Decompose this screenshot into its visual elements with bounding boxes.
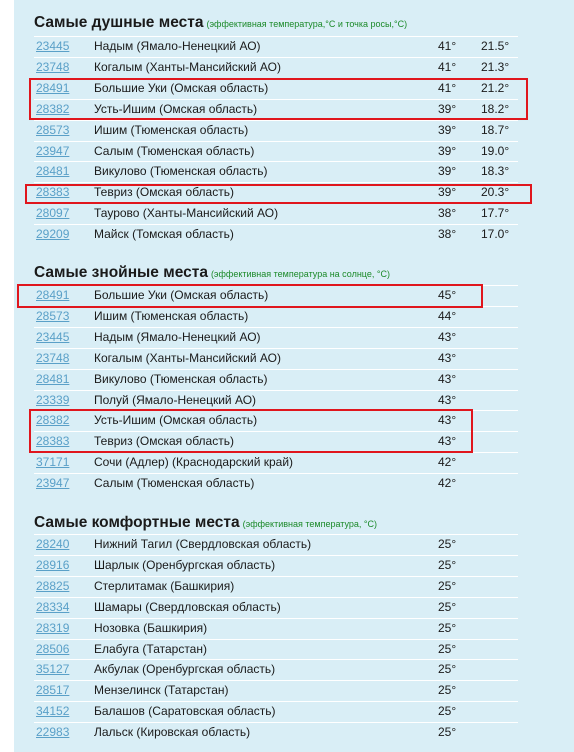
- place-name: Полуй (Ямало-Ненецкий АО): [94, 392, 257, 407]
- effective-temperature: 25°: [438, 620, 457, 635]
- station-code-link[interactable]: 28382: [36, 101, 70, 116]
- row-divider: [34, 597, 518, 598]
- row-divider: [34, 141, 518, 142]
- table-row: [14, 534, 574, 554]
- station-code-link[interactable]: 28517: [36, 683, 70, 698]
- highlight-box: [29, 78, 528, 120]
- station-code-link[interactable]: 23947: [36, 143, 70, 158]
- station-code-link[interactable]: 28916: [36, 557, 70, 572]
- dew-point: 18.3°: [481, 164, 510, 179]
- row-divider: [34, 327, 518, 328]
- station-code-link[interactable]: 28383: [36, 185, 70, 200]
- effective-temperature: 38°: [438, 206, 457, 221]
- effective-temperature: 39°: [438, 164, 457, 179]
- effective-temperature: 39°: [438, 143, 457, 158]
- table-row: [14, 327, 574, 347]
- station-code-link[interactable]: 28573: [36, 308, 70, 323]
- station-code-link[interactable]: 22983: [36, 725, 70, 740]
- table-row: [14, 348, 574, 368]
- place-name: Викулово (Тюменская область): [94, 164, 268, 179]
- row-divider: [34, 659, 518, 660]
- section-heading: Самые знойные места: [34, 264, 208, 281]
- station-code-link[interactable]: 23339: [36, 392, 70, 407]
- section-subtitle: (эффективная температура,°С и точка росы,°С): [206, 19, 408, 29]
- station-code-link[interactable]: 28481: [36, 164, 70, 179]
- place-name: Ишим (Тюменская область): [94, 308, 249, 323]
- row-divider: [34, 639, 518, 640]
- place-name: Елабуга (Татарстан): [94, 641, 207, 656]
- table-row: [14, 452, 574, 472]
- section-heading: Самые душные места: [34, 14, 204, 31]
- table-row: [14, 306, 574, 326]
- effective-temperature: 44°: [438, 308, 457, 323]
- effective-temperature: 25°: [438, 725, 457, 740]
- station-code-link[interactable]: 28240: [36, 537, 70, 551]
- place-name: Майск (Томская область): [94, 227, 234, 242]
- effective-temperature: 43°: [438, 434, 457, 449]
- row-divider: [34, 722, 518, 723]
- table-row: [14, 576, 574, 596]
- highlight-box: [29, 409, 473, 453]
- table-row: [14, 597, 574, 617]
- place-name: Надым (Ямало-Ненецкий АО): [94, 39, 261, 53]
- station-code-link[interactable]: 23947: [36, 476, 70, 491]
- section-title-stuffy: [34, 14, 407, 34]
- section-subtitle: (эффективная температура на солнце, °С): [210, 269, 390, 279]
- station-code-link[interactable]: 28097: [36, 206, 70, 221]
- place-name: Когалым (Ханты-Мансийский АО): [94, 59, 281, 74]
- dew-point: 18.2°: [481, 101, 510, 116]
- table-row: [14, 141, 574, 161]
- table-row: [14, 203, 574, 223]
- effective-temperature: 25°: [438, 704, 457, 719]
- effective-temperature: 43°: [438, 392, 457, 407]
- table-row: [14, 36, 574, 56]
- station-code-link[interactable]: 28573: [36, 122, 70, 137]
- station-code-link[interactable]: 28382: [36, 413, 70, 428]
- effective-temperature: 42°: [438, 455, 457, 470]
- row-divider: [34, 348, 518, 349]
- place-name: Усть-Ишим (Омская область): [94, 413, 258, 428]
- station-code-link[interactable]: 28319: [36, 620, 70, 635]
- row-divider: [34, 36, 518, 37]
- station-code-link[interactable]: 29209: [36, 227, 70, 242]
- row-divider: [34, 534, 518, 535]
- table-row: [14, 618, 574, 638]
- dew-point: 19.0°: [481, 143, 510, 158]
- table-row: [14, 57, 574, 77]
- effective-temperature: 39°: [438, 122, 457, 137]
- effective-temperature: 43°: [438, 350, 457, 365]
- effective-temperature: 25°: [438, 537, 457, 551]
- table-row: [14, 369, 574, 389]
- effective-temperature: 25°: [438, 662, 457, 677]
- place-name: Стерлитамак (Башкирия): [94, 578, 235, 593]
- place-name: Ишим (Тюменская область): [94, 122, 249, 137]
- row-divider: [34, 57, 518, 58]
- station-code-link[interactable]: 28481: [36, 371, 70, 386]
- effective-temperature: 25°: [438, 641, 457, 656]
- effective-temperature: 43°: [438, 371, 457, 386]
- place-name: Усть-Ишим (Омская область): [94, 101, 258, 116]
- place-name: Салым (Тюменская область): [94, 143, 255, 158]
- row-divider: [34, 369, 518, 370]
- station-code-link[interactable]: 37171: [36, 455, 70, 470]
- row-divider: [34, 555, 518, 556]
- place-name: Шарлык (Оренбургская область): [94, 557, 276, 572]
- table-row: [14, 722, 574, 742]
- section-title-comfortable: [34, 514, 377, 534]
- station-code-link[interactable]: 28825: [36, 578, 70, 593]
- section-heading: Самые комфортные места: [34, 514, 240, 531]
- station-code-link[interactable]: 23445: [36, 329, 70, 344]
- effective-temperature: 41°: [438, 59, 457, 74]
- effective-temperature: 25°: [438, 683, 457, 698]
- effective-temperature: 45°: [438, 288, 457, 302]
- place-name: Большие Уки (Омская область): [94, 80, 269, 95]
- effective-temperature: 25°: [438, 557, 457, 572]
- row-divider: [34, 618, 518, 619]
- dew-point: 21.2°: [481, 80, 510, 95]
- effective-temperature: 43°: [438, 329, 457, 344]
- row-divider: [34, 473, 518, 474]
- place-name: Сочи (Адлер) (Краснодарский край): [94, 455, 294, 470]
- station-code-link[interactable]: 23748: [36, 350, 70, 365]
- effective-temperature: 25°: [438, 599, 457, 614]
- table-row: [14, 473, 574, 493]
- station-code-link[interactable]: 34152: [36, 704, 70, 719]
- place-name: Салым (Тюменская область): [94, 476, 255, 491]
- place-name: Тевриз (Омская область): [94, 185, 234, 200]
- dew-point: 17.0°: [481, 227, 510, 242]
- dew-point: 17.7°: [481, 206, 510, 221]
- place-name: Викулово (Тюменская область): [94, 371, 268, 386]
- table-row: [14, 224, 574, 244]
- station-code-link[interactable]: 28334: [36, 599, 70, 614]
- row-divider: [34, 390, 518, 391]
- section-subtitle: (эффективная температура, °С): [242, 519, 377, 529]
- table-row: [14, 120, 574, 140]
- table-row: [14, 701, 574, 721]
- row-divider: [34, 224, 518, 225]
- station-code-link[interactable]: 35127: [36, 662, 70, 677]
- effective-temperature: 39°: [438, 101, 457, 116]
- effective-temperature: 41°: [438, 39, 457, 53]
- station-code-link[interactable]: 28491: [36, 288, 70, 302]
- place-name: Мензелинск (Татарстан): [94, 683, 229, 698]
- table-row: [14, 161, 574, 181]
- highlight-box: [17, 284, 483, 308]
- place-name: Таурово (Ханты-Мансийский АО): [94, 206, 279, 221]
- place-name: Нижний Тагил (Свердловская область): [94, 537, 312, 551]
- place-name: Акбулак (Оренбургская область): [94, 662, 276, 677]
- place-name: Когалым (Ханты-Мансийский АО): [94, 350, 281, 365]
- station-code-link[interactable]: 28383: [36, 434, 70, 449]
- table-row: [14, 639, 574, 659]
- effective-temperature: 25°: [438, 578, 457, 593]
- station-code-link[interactable]: 28506: [36, 641, 70, 656]
- highlight-box: [25, 184, 532, 204]
- section-title-hot: [34, 264, 390, 284]
- effective-temperature: 38°: [438, 227, 457, 242]
- place-name: Надым (Ямало-Ненецкий АО): [94, 329, 261, 344]
- station-code-link[interactable]: 23748: [36, 59, 70, 74]
- effective-temperature: 41°: [438, 80, 457, 95]
- station-code-link[interactable]: 28491: [36, 80, 70, 95]
- row-divider: [34, 576, 518, 577]
- dew-point: 18.7°: [481, 122, 510, 137]
- row-divider: [34, 161, 518, 162]
- table-row: [14, 390, 574, 410]
- row-divider: [34, 680, 518, 681]
- dew-point: 21.5°: [481, 39, 510, 53]
- table-row: [14, 659, 574, 679]
- dew-point: 20.3°: [481, 185, 510, 200]
- effective-temperature: 39°: [438, 185, 457, 200]
- table-row: [14, 555, 574, 575]
- place-name: Шамары (Свердловская область): [94, 599, 281, 614]
- place-name: Нозовка (Башкирия): [94, 620, 208, 635]
- dew-point: 21.3°: [481, 59, 510, 74]
- place-name: Балашов (Саратовская область): [94, 704, 276, 719]
- effective-temperature: 42°: [438, 476, 457, 491]
- table-row: [14, 680, 574, 700]
- place-name: Лальск (Кировская область): [94, 725, 251, 740]
- place-name: Тевриз (Омская область): [94, 434, 234, 449]
- effective-temperature: 43°: [438, 413, 457, 428]
- place-name: Большие Уки (Омская область): [94, 288, 269, 302]
- station-code-link[interactable]: 23445: [36, 39, 70, 53]
- row-divider: [34, 701, 518, 702]
